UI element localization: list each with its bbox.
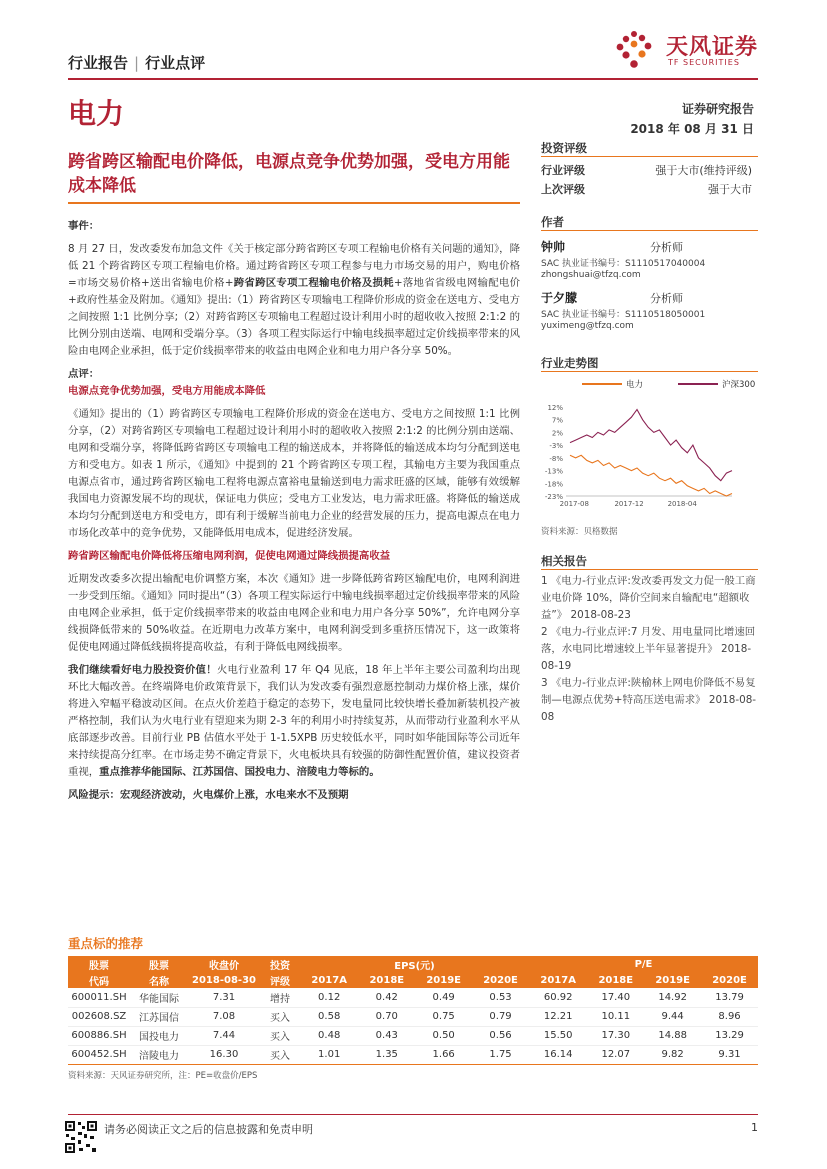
related-item-date: 2018-08-23 [570,609,631,621]
table-row [68,988,758,1007]
table-header-row [68,972,758,988]
trend-chart [536,376,758,514]
comment-head: 点评： [68,368,100,380]
table-row [68,1026,758,1045]
th: 评级 [260,972,300,988]
y-tick-label: 7% [551,416,563,425]
main-body [68,218,520,804]
table-cell: 12.21 [529,1007,587,1026]
table-cell: 14.88 [644,1026,701,1045]
table-cell: 1.75 [472,1045,529,1064]
table-cell: 600886.SH [68,1026,130,1045]
y-tick-label: 2% [551,429,563,438]
th: 股票 [130,956,188,972]
related-head: 相关报告 [541,554,587,568]
table-header-row [68,956,758,972]
author-role: 分析师 [650,241,683,254]
author-role: 分析师 [650,292,683,305]
page-number: 1 [751,1121,758,1134]
table-cell: 0.50 [415,1026,472,1045]
table-cell: 涪陵电力 [130,1045,188,1064]
related-item[interactable] [541,573,757,624]
th: 2018E [358,972,415,988]
th: 2019E [415,972,472,988]
th: 收盘价 [188,956,260,972]
th: 2020E [701,972,758,988]
x-tick-label: 2017-12 [614,500,644,508]
table-cell: 0.43 [358,1026,415,1045]
table-cell: 江苏国信 [130,1007,188,1026]
table-cell: 增持 [260,988,300,1007]
report-title: 跨省跨区输配电价降低，电源点竞争优势加强，受电方用能成本降低 [68,152,510,196]
related-item-text: 2 《电力-行业点评:7 月发、用电量同比增速回落，水电同比增速较上半年显著提升》 [541,626,756,655]
th: 2019E [644,972,701,988]
series-line [570,410,732,481]
x-tick-label: 2017-08 [559,500,589,508]
trend-source: 资料来源：贝格数据 [541,527,618,537]
category-label: 行业报告 [68,54,129,72]
author-email[interactable]: yuximeng@tfzq.com [541,321,634,331]
th: 2017A [300,972,358,988]
industry-rating-label: 行业评级 [541,164,585,177]
related-item-date: 2018-08-08 [541,694,757,723]
table-cell: 买入 [260,1026,300,1045]
p4-recommend: 重点推荐华能国际、江苏国信、国投电力、涪陵电力等标的。 [99,766,380,778]
table-cell: 0.12 [300,988,358,1007]
th: 2020E [472,972,529,988]
table-cell: 13.29 [701,1026,758,1045]
table-title: 重点标的推荐 [68,936,144,951]
table-cell: 0.49 [415,988,472,1007]
table-cell: 7.44 [188,1026,260,1045]
related-divider [541,569,758,570]
recommend-table-section [68,934,758,1081]
table-cell: 0.79 [472,1007,529,1026]
table-source: 资料来源：天风证券研究所，注：PE=收盘价/EPS [68,1070,258,1081]
qr-code-icon [64,1120,98,1154]
paragraph-4 [68,662,520,781]
table-cell: 10.11 [587,1007,644,1026]
table-cell: 7.08 [188,1007,260,1026]
table-cell: 8.96 [701,1007,758,1026]
table-row [68,1045,758,1064]
table-cell: 60.92 [529,988,587,1007]
report-date: 2018 年 08 月 31 日 [630,122,754,136]
table-cell: 7.31 [188,988,260,1007]
y-tick-label: -13% [544,467,563,476]
report-category: 行业报告 | 行业点评 [68,54,206,72]
author-cert: SAC 执业证书编号：S1110517040004 [541,259,706,269]
th: 名称 [130,972,188,988]
table-cell: 9.82 [644,1045,701,1064]
title-divider [68,202,520,204]
table-cell: 17.40 [587,988,644,1007]
prev-rating-value: 强于大市 [708,183,752,196]
author-name: 于夕朦 [541,291,578,305]
related-item-date: 2018-08-19 [541,643,752,672]
y-tick-label: -3% [549,442,563,451]
footer-notice: 请务必阅读正文之后的信息披露和免责申明 [104,1123,313,1136]
authors-divider [541,230,758,231]
subheading-1: 电源点竞争优势加强，受电方用能成本降低 [68,385,266,397]
table-cell: 14.92 [644,988,701,1007]
related-item-text: 3 《电力-行业点评:陕榆林上网电价降低不易复制—电源点优势+特高压送电需求》 [541,677,756,706]
trend-head: 行业走势图 [541,356,599,370]
header-divider [68,78,758,80]
table-cell: 0.42 [358,988,415,1007]
th: 2017A [529,972,587,988]
table-cell: 9.31 [701,1045,758,1064]
y-tick-label: -23% [544,493,563,501]
th: 股票 [68,956,130,972]
table-cell: 买入 [260,1045,300,1064]
x-tick-label: 2018-04 [667,500,697,508]
related-list [541,573,757,726]
legend-label: 电力 [626,380,644,390]
event-text-tail: +落地省省级电网输配电价+政府性基金及附加。《通知》提出:（1）跨省跨区专项输电工程降价形成的资金在送电方、受电方之间按照 1:1 比例分享;（2）对跨省跨区专项输电工程超过设计利用小时的超收收入按照 2:1:2 的比例分别由送端、电网和受端分享。（3）各项工程实际运行中输电线损率超过定价线损率带来的风险由电网企业承担，低于定价线损率带来的收益由电网企业和电力用户各分享 50%。 [68,277,520,357]
table-cell: 买入 [260,1007,300,1026]
table-cell: 9.44 [644,1007,701,1026]
subcategory-label: 行业点评 [145,54,206,72]
th: 投资 [260,956,300,972]
paragraph-3: 近期发改委多次提出输配电价调整方案，本次《通知》进一步降低跨省跨区输配电价，电网利润进一步受到压缩。《通知》同时提出“（3）各项工程实际运行中输电线损率超过定价线损率带来的风险由电网企业承担，低于定价线损率带来的收益由电网企业和电力用户各分享 50%”，允许电网分享线损降低带来的 50%收益。在近期电力改革方案中，电网利润受到多重挤压情况下，这一政策将促使电网通过降低线损将提高收益，有利于降低电网线损率。 [68,573,520,653]
author-cert: SAC 执业证书编号：S1110518050001 [541,310,706,320]
event-text: 8 月 27 日，发改委发布加急文件《关于核定部分跨省跨区专项工程输电价格有关问题的通知》，降低 21 个跨省跨区专项工程输电价格。通过跨省跨区专项工程参与电力市场交易的用户，购电价格=市场交易价格+送出省输电价格+ [68,243,520,289]
th: 2018-08-30 [188,972,260,988]
table-cell: 600011.SH [68,988,130,1007]
table-cell: 0.58 [300,1007,358,1026]
table-cell: 002608.SZ [68,1007,130,1026]
rating-divider [541,156,758,157]
th: EPS(元) [300,956,529,972]
th: P/E [529,956,758,972]
paragraph-2: 《通知》提出的（1）跨省跨区专项输电工程降价形成的资金在送电方、受电方之间按照 1:1 比例分享，（2）对跨省跨区专项输电工程超过设计利用小时的超收收入按照 2:1:2 的比例分别由送端、电网和受端分享，将降低跨省跨区专项输电工程的输送成本，并将降低的输送成本均匀分配到送电方和受电方。如表 1 所示，《通知》中提到的 21 个跨省跨区专项工程，其输电方主要为我国重点电源点省市，通过跨省跨区输电工程将电源点富裕电量输送到电力需求旺盛的区域，能够有效缓解我国电力资源发展不均的现状，保证电力供应；受电方工业发达，电力需求旺盛。将降低的输送成本均匀分配到送电方和受电方，即有利于缓解当前电力企业的经营发展的压力，提高电源点在电力市场化改革中的竞争优势，又能降低用电成本，促进经济发展。 [68,408,520,539]
p4-bold: 我们继续看好电力股投资价值！ [68,664,217,676]
table-cell: 600452.SH [68,1045,130,1064]
table-cell: 0.70 [358,1007,415,1026]
table-cell: 0.56 [472,1026,529,1045]
series-line [570,455,732,496]
table-cell: 16.30 [188,1045,260,1064]
table-cell: 华能国际 [130,988,188,1007]
related-item-text: 1 《电力-行业点评:发改委再发文力促一般工商业电价降 10%，降价空间来自输配电“超额收益”》 [541,575,756,621]
table-cell: 17.30 [587,1026,644,1045]
table-cell: 0.75 [415,1007,472,1026]
y-tick-label: 12% [547,404,563,412]
table-cell: 12.07 [587,1045,644,1064]
industry-rating-value: 强于大市(维持评级) [655,164,752,177]
rating-head: 投资评级 [541,141,587,155]
related-item[interactable] [541,624,757,675]
report-type: 证券研究报告 [681,102,754,116]
risk-warning: 风险提示：宏观经济波动，火电煤价上涨，水电来水不及预期 [68,789,349,801]
table-cell: 0.48 [300,1026,358,1045]
table-row [68,1007,758,1026]
recommend-table [68,956,758,1065]
y-tick-label: -8% [549,454,563,463]
logo-name-cn: 天风证券 [666,35,759,60]
related-item[interactable] [541,675,757,726]
table-cell: 1.35 [358,1045,415,1064]
author-email[interactable]: zhongshuai@tfzq.com [541,270,641,280]
table-cell: 13.79 [701,988,758,1007]
subheading-2: 跨省跨区输配电价降低将压缩电网利润，促使电网通过降线损提高收益 [68,550,391,562]
trend-divider [541,371,758,372]
authors-head: 作者 [541,215,564,229]
table-cell: 15.50 [529,1026,587,1045]
author-name: 钟帅 [541,240,566,254]
th: 2018E [587,972,644,988]
table-cell: 1.01 [300,1045,358,1064]
event-paragraph [68,241,520,360]
legend-label: 沪深300 [722,380,756,390]
y-tick-label: -18% [544,480,563,489]
p4-text: 火电行业盈利 17 年 Q4 见底，18 年上半年主要公司盈利均出现环比大幅改善。在终端降电价政策背景下，我们认为发改委有强烈意愿控制动力煤价格上涨，煤价将进入窄幅平稳波动区间。在点火价差趋于稳定的态势下，发电量同比较快增长叠加新装机投产被严格控制，我们认为火电行业有望迎来为期 2-3 年的利用小时持续复苏，从而带动行业盈利水平从底部逐步改善。目前行业 PB 估值水平处于 1-1.5XPB 历史较低水平，同时如华能国际等公司近年来持续提高分红率。在市场走势不确定背景下，火电板块具有较强的防御性配置价值，建议投资者重视， [68,664,520,778]
table-cell: 国投电力 [130,1026,188,1045]
table-cell: 1.66 [415,1045,472,1064]
event-bold: 跨省跨区专项工程输电价格及损耗 [233,277,394,289]
table-cell: 16.14 [529,1045,587,1064]
footer-divider [68,1114,758,1115]
prev-rating-label: 上次评级 [541,183,585,196]
table-cell: 0.53 [472,988,529,1007]
logo-name-en: TF SECURITIES [668,58,740,67]
event-head: 事件： [68,220,100,232]
th: 代码 [68,972,130,988]
industry-title: 电力 [68,97,125,130]
